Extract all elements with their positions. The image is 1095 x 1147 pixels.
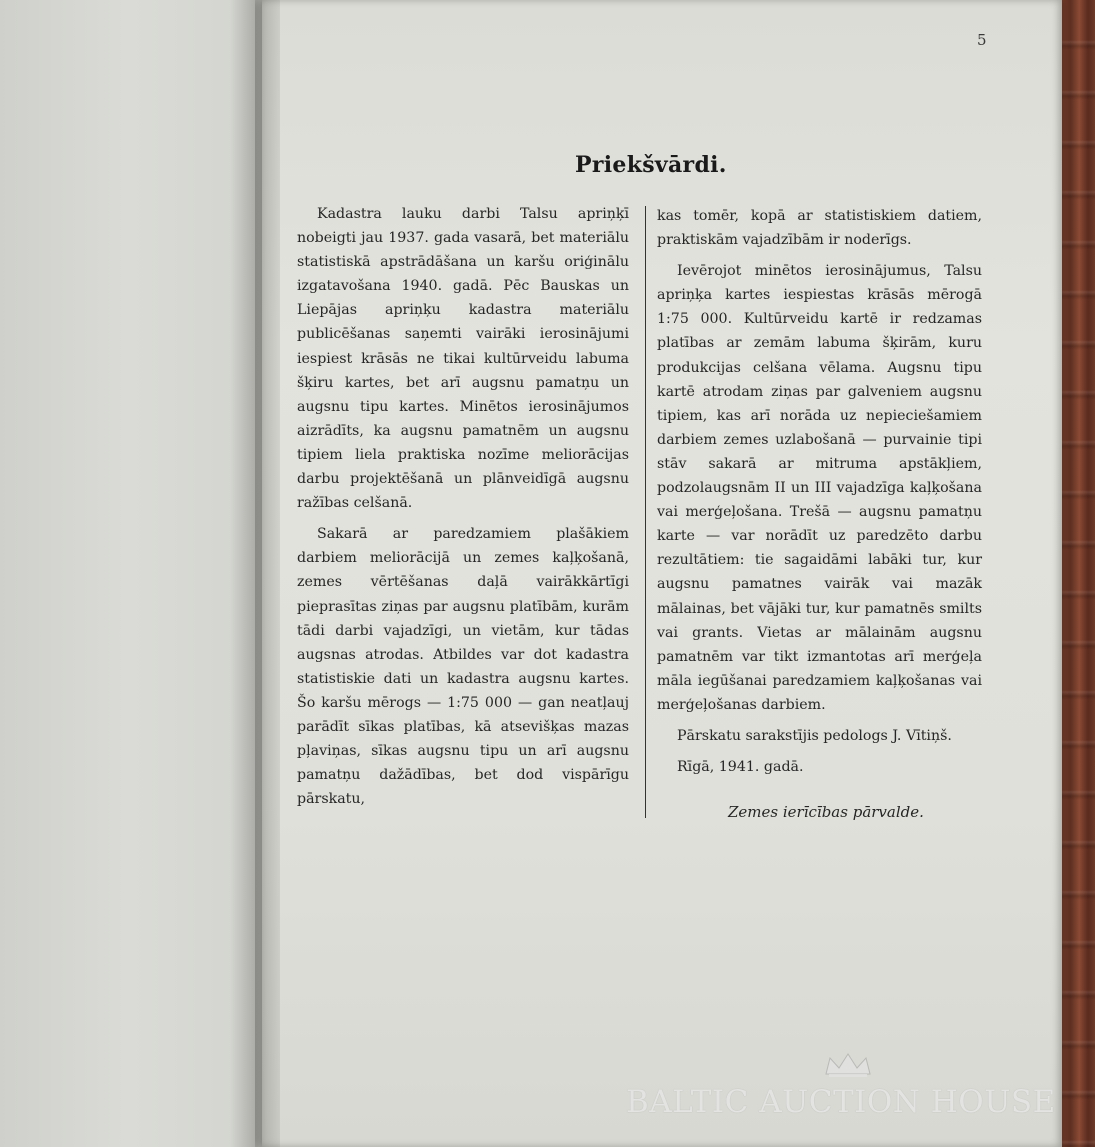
page-title: Priekšvārdi. bbox=[575, 152, 727, 178]
date-line: Rīgā, 1941. gadā. bbox=[677, 759, 804, 776]
paragraph: Kadastra lauku darbi Talsu apriņķī nobeigti jau 1937. gada vasarā, bet materiālu statistiskā apstrādāšana un karšu oriģinālu izgatavošana 1940. gadā. Pēc Bauskas un Liepājas apriņķu kadastra materiālu publicēšanas saņemti vairāki ierosinājumi iespiest krāsās ne tikai kultūrveidu labuma šķiru kartes, bet arī augsnu pamatņu un augsnu tipu kartes. Minētos ierosinājumos aizrādīts, ka augsnu pamatnēm un augsnu tipiem liela praktiska nozīme meliorācijas darbu projektēšanā un plānveidīgā augsnu ražības celšanā. bbox=[297, 206, 629, 512]
paragraph: kas tomēr, kopā ar statistiskiem datiem, praktiskām vajadzībām ir noderīgs. bbox=[657, 208, 982, 249]
crown-icon bbox=[823, 1052, 873, 1082]
book-gutter-shadow bbox=[230, 0, 280, 1147]
column-divider bbox=[645, 206, 646, 818]
page-number: 5 bbox=[977, 31, 987, 49]
author-line: Pārskatu sarakstījis pedologs J. Vītiņš. bbox=[677, 727, 952, 744]
right-text-column bbox=[657, 204, 982, 779]
wooden-table-background bbox=[1060, 0, 1095, 1147]
watermark-text: BALTIC AUCTION HOUSE bbox=[626, 1084, 1056, 1120]
paragraph: Sakarā ar paredzamiem plašākiem darbiem meliorācijā un zemes kaļķošanā, zemes vērtēšanas daļā vairākkārtīgi pieprasītas ziņas par augsnu platībām, kurām tādi darbi vajadzīgi, un vietām, kur tādas augsnas atrodas. Atbildes var dot kadastra statistiskie dati un kadastra augsnu kartes. Šo karšu mērogs — 1:75 000 — gan neatļauj parādīt sīkas platības, kā atsevišķas mazas pļaviņas, sīkas augsnu tipu un arī augsnu pamatņu dažādības, bet dod vispārīgu pārskatu, bbox=[297, 526, 629, 808]
left-text-column bbox=[297, 202, 629, 811]
left-page-surface bbox=[0, 0, 255, 1147]
signature: Zemes ierīcības pārvalde. bbox=[728, 803, 924, 821]
paragraph: Ievērojot minētos ierosinājumus, Talsu apriņķa kartes iespiestas krāsās mērogā 1:75 000. Kultūrveidu kartē ir redzamas platības ar zemām labuma šķirām, kuru produkcijas celšana vēlama. Augsnu tipu kartē atrodam ziņas par galveniem augsnu tipiem, kas arī norāda uz nepieciešamiem darbiem zemes uzlabošanā — purvainie tipi stāv sakarā ar mitruma apstākļiem, podzolaugsnām II un III vajadzīga kaļķošana vai merģeļošana. Trešā — augsnu pamatņu karte — var norādīt uz paredzēto darbu rezultātiem: tie sagaidāmi labāki tur, kur augsnu pamatnes vairāk vai mazāk mālainas, bet vājāki tur, kur pamatnēs smilts vai grants. Vietas ar mālainām augsnu pamatnēm var tikt izmantotas arī merģeļa māla iegūšanai paredzamiem kaļķošanas vai merģeļošanas darbiem. bbox=[657, 263, 982, 713]
